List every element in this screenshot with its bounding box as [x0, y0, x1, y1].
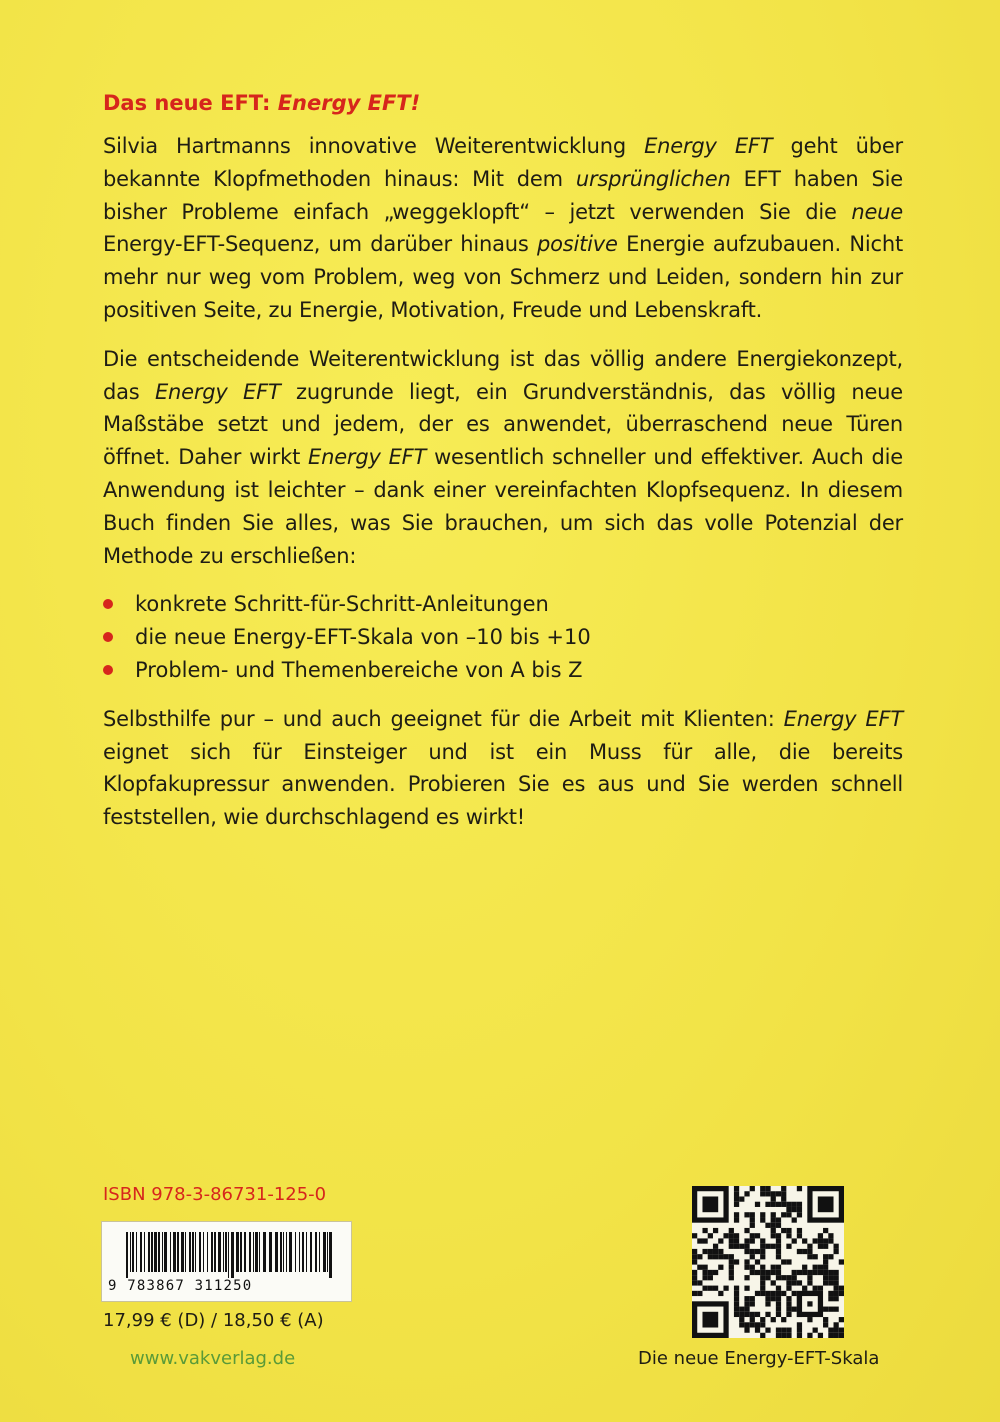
paragraph-closing: Selbsthilfe pur – und auch geeignet für die Arbeit mit Klienten: Energy EFT eignet sich für Einsteiger und ist ein Muss für alle, die bereits Klopfakupressur anwenden. Probieren Sie es aus und Sie werden schnell feststellen, wie durchschlagend es wirkt!	[103, 706, 903, 830]
isbn-label: ISBN 978-3-86731-125-0	[103, 1184, 327, 1205]
feature-item: konkrete Schritt-für-Schritt-Anleitungen	[103, 588, 903, 621]
feature-item: Problem- und Themenbereiche von A bis Z	[103, 654, 903, 687]
bullet-dot-icon	[103, 599, 113, 609]
feature-item: die neue Energy-EFT-Skala von –10 bis +10	[103, 621, 903, 654]
barcode-digits: 9 783867 311250	[108, 1278, 253, 1294]
bullet-dot-icon	[103, 665, 113, 675]
paragraph-intro: Silvia Hartmanns innovative Weiterentwicklung Energy EFT geht über bekannte Klopfmethoden hinaus: Mit dem ursprünglichen EFT haben Sie bisher Probleme einfach „weggeklopft“ – jetzt verwenden Sie die neue Energy-EFT-Sequenz, um darüber hinaus positive Energie aufzubauen. Nicht mehr nur weg vom Problem, weg von Schmerz und Leiden, sondern hin zur positiven Seite, zu Energie, Motivation, Freude und Lebenskraft.	[103, 134, 904, 322]
heading-prefix: Das neue EFT:	[103, 91, 278, 115]
price-label: 17,99 € (D) / 18,50 € (A)	[103, 1310, 324, 1331]
publisher-website: www.vakverlag.de	[130, 1348, 296, 1369]
heading-emphasis: Energy EFT!	[277, 91, 421, 115]
bullet-dot-icon	[103, 632, 113, 642]
qr-caption: Die neue Energy-EFT-Skala	[638, 1348, 880, 1369]
feature-list	[103, 588, 903, 686]
blurb-heading	[103, 88, 903, 118]
qr-code-icon	[692, 1186, 844, 1338]
barcode-bars-icon	[102, 1222, 351, 1280]
blurb	[103, 88, 903, 850]
paragraph-concept: Die entscheidende Weiterentwicklung ist das völlig andere Energiekonzept, das Energy EFT zugrunde liegt, ein Grundverständnis, das völlig neue Maßstäbe setzt und jedem, der es anwendet, überraschend neue Türen öffnet. Daher wirkt Energy EFT wesentlich schneller und effektiver. Auch die Anwendung ist leichter – dank einer vereinfachten Klopfsequenz. In diesem Buch finden Sie alles, was Sie brauchen, um sich das volle Potenzial der Methode zu erschließen:	[103, 346, 903, 568]
barcode	[101, 1221, 352, 1302]
